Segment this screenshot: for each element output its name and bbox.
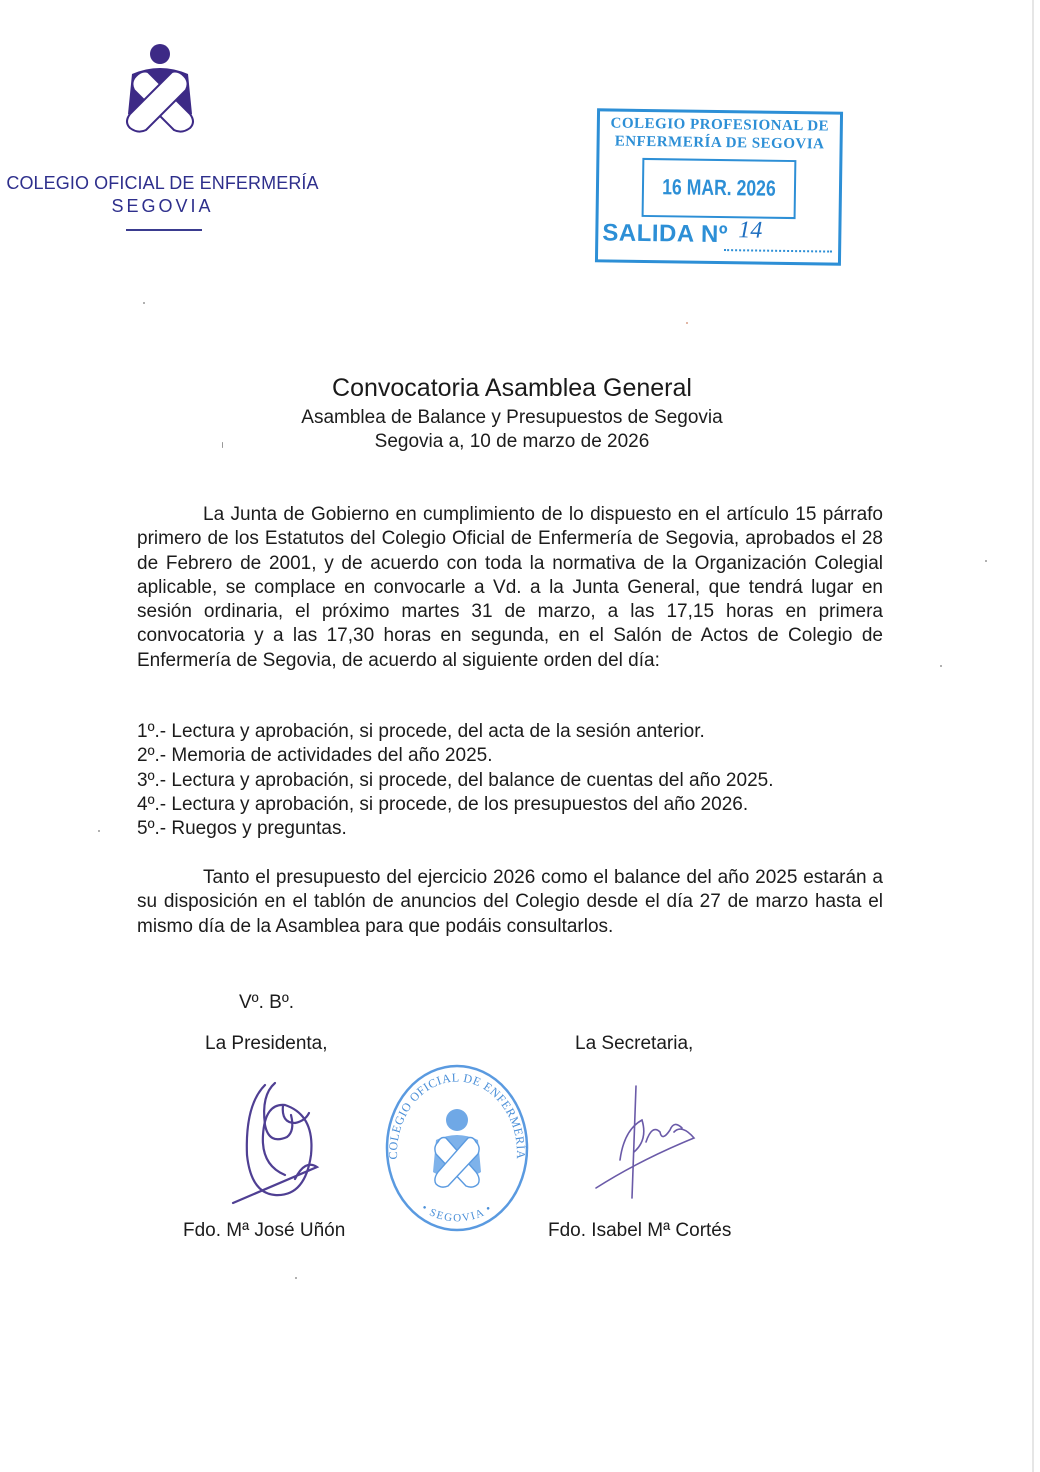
- agenda-item: 4º.- Lectura y aprobación, si procede, de los presupuestos del año 2026.: [137, 793, 749, 815]
- organization-city: SEGOVIA: [111, 196, 214, 216]
- place-date: Segovia a, 10 de marzo de 2026: [374, 431, 650, 452]
- registry-exit-label: SALIDA Nº: [602, 219, 729, 249]
- scan-edge-line: [1032, 0, 1034, 1472]
- scan-speck: [295, 1277, 297, 1279]
- seal-emblem: [433, 1109, 481, 1187]
- approval-mark: Vº. Bº.: [239, 992, 295, 1013]
- secretary-signature-icon: [590, 1080, 700, 1200]
- registry-date: 16 MAR. 2026: [662, 174, 776, 201]
- closing-text: Tanto el presupuesto del ejercicio 2026 como el balance del año 2025 estarán a su disposición en el tablón de anuncios del Colegio desde el día 27 de marzo hasta el mismo día de la Asamblea para que podáis consultarlos.: [137, 867, 883, 937]
- closing-paragraph: [137, 866, 883, 939]
- document-subtitle: Asamblea de Balance y Presupuestos de Segovia: [301, 407, 723, 428]
- secretary-name: Fdo. Isabel Mª Cortés: [548, 1220, 732, 1241]
- agenda-list: [137, 720, 897, 841]
- secretary-role: La Secretaria,: [575, 1033, 694, 1054]
- seal-text-top: COLEGIO OFICIAL DE ENFERMERÍA: [385, 1070, 529, 1160]
- registry-exit-number: 14: [738, 217, 763, 244]
- registry-stamp-line2: ENFERMERÍA DE SEGOVIA: [614, 133, 825, 153]
- president-role: La Presidenta,: [205, 1033, 328, 1054]
- agenda-item: 2º.- Memoria de actividades del año 2025.: [137, 745, 493, 767]
- scan-speck: [985, 560, 987, 562]
- president-name: Fdo. Mª José Uñón: [183, 1220, 346, 1241]
- scan-speck: [222, 442, 223, 448]
- nursing-college-logo-icon: [120, 42, 200, 142]
- agenda-item: 3º.- Lectura y aprobación, si procede, del balance de cuentas del año 2025.: [137, 769, 774, 791]
- scan-speck: [143, 302, 145, 304]
- scan-speck: [940, 665, 942, 667]
- scan-speck: [686, 322, 688, 324]
- agenda-item: 5º.- Ruegos y preguntas.: [137, 818, 347, 840]
- registry-stamp-line1: COLEGIO PROFESIONAL DE: [610, 115, 830, 135]
- college-seal-icon: [382, 1058, 532, 1233]
- scan-speck: [98, 830, 100, 832]
- agenda-item: 1º.- Lectura y aprobación, si procede, del acta de la sesión anterior.: [137, 721, 705, 742]
- intro-text: La Junta de Gobierno en cumplimiento de lo dispuesto en el artículo 15 párrafo primero de los Estatutos del Colegio Oficial de Enfermería de Segovia, aprobados el 28 de Febrero de 2001, y de acuerdo con toda la normativa de la Organización Colegial aplicable, se complace en convocarle a Vd. a la Junta General, que tendrá lugar en sesión ordinaria, el próximo martes 31 de marzo, a las 17,15 horas en primera convocatoria y a las 17,30 horas en segunda, en el Salón de Actos de Colegio de Enfermería de Segovia, de acuerdo al siguiente orden del día:: [137, 504, 883, 671]
- registry-stamp: [595, 108, 843, 265]
- letterhead-rule: [126, 229, 202, 231]
- registry-dotted-line: [724, 249, 832, 253]
- seal-text-bottom: • SEGOVIA •: [419, 1202, 495, 1225]
- president-signature-icon: [225, 1075, 345, 1205]
- registry-date-box: [642, 158, 797, 219]
- document-title: Convocatoria Asamblea General: [332, 374, 692, 402]
- intro-paragraph: [137, 503, 883, 673]
- organization-name: COLEGIO OFICIAL DE ENFERMERÍA: [6, 173, 319, 193]
